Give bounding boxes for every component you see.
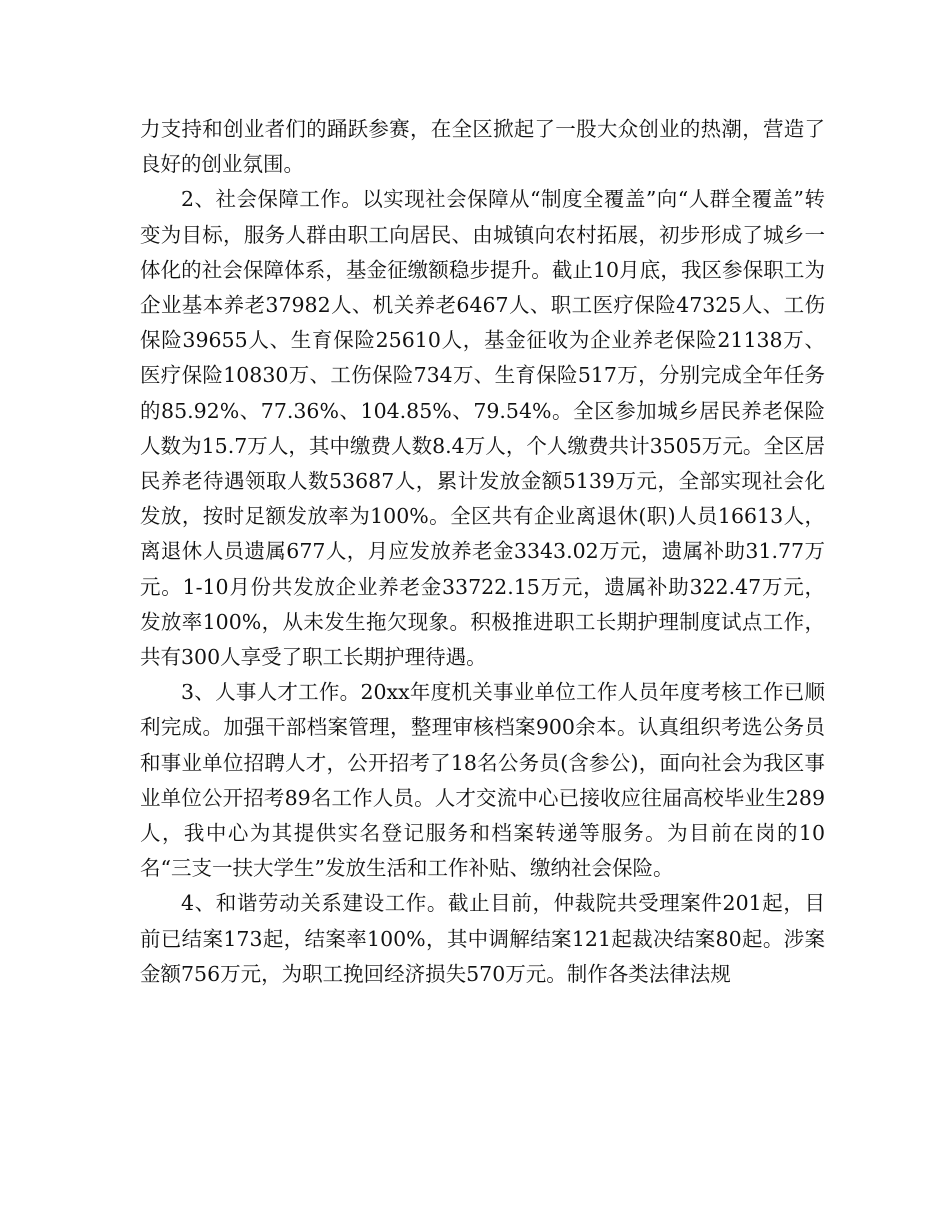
paragraph-personnel: 3、人事人才工作。20xx年度机关事业单位工作人员年度考核工作已顺利完成。加强干部档案管理，整理审核档案900余本。认真组织考选公务员和事业单位招聘人才，公开招考了18名公务员(含参公)，面向社会为我区事业单位公开招考89名工作人员。人才交流中心已接收应往届高校毕业生289人，我中心为其提供实名登记服务和档案转递等服务。为目前在岗的10名“三支一扶大学生”发放生活和工作补贴、缴纳社会保险。 [140,680,825,881]
paragraph-social-security: 2、社会保障工作。以实现社会保障从“制度全覆盖”向“人群全覆盖”转变为目标，服务人群由职工向居民、由城镇向农村拓展，初步形成了城乡一体化的社会保障体系，基金征缴额稳步提升。截止10月底，我区参保职工为企业基本养老37982人、机关养老6467人、职工医疗保险47325人、工伤保险39655人、生育保险25610人，基金征收为企业养老保险21138万、医疗保险10830万、工伤保险734万、生育保险517万，分别完成全年任务的85.92%、77.36%、104.85%、79.54%。全区参加城乡居民养老保险人数为15.7万人，其中缴费人数8.4万人，个人缴费共计3505万元。全区居民养老待遇领取人数53687人，累计发放金额5139万元，全部实现社会化发放，按时足额发放率为100%。全区共有企业离退休(职)人员16613人，离退休人员遗属677人，月应发放养老金3343.02万元，遗属补助31.77万元。1-10月份共发放企业养老金33722.15万元，遗属补助322.47万元，发放率100%，从未发生拖欠现象。积极推进职工长期护理制度试点工作，共有300人享受了职工长期护理待遇。 [140,187,825,670]
document-body [140,112,825,992]
paragraph-labor-relations: 4、和谐劳动关系建设工作。截止目前，仲裁院共受理案件201起，目前已结案173起，结案率100%，其中调解结案121起裁决结案80起。涉案金额756万元，为职工挽回经济损失570万元。制作各类法律法规 [140,891,825,986]
paragraph-continuation: 力支持和创业者们的踊跃参赛，在全区掀起了一股大众创业的热潮，营造了良好的创业氛围。 [140,117,825,177]
